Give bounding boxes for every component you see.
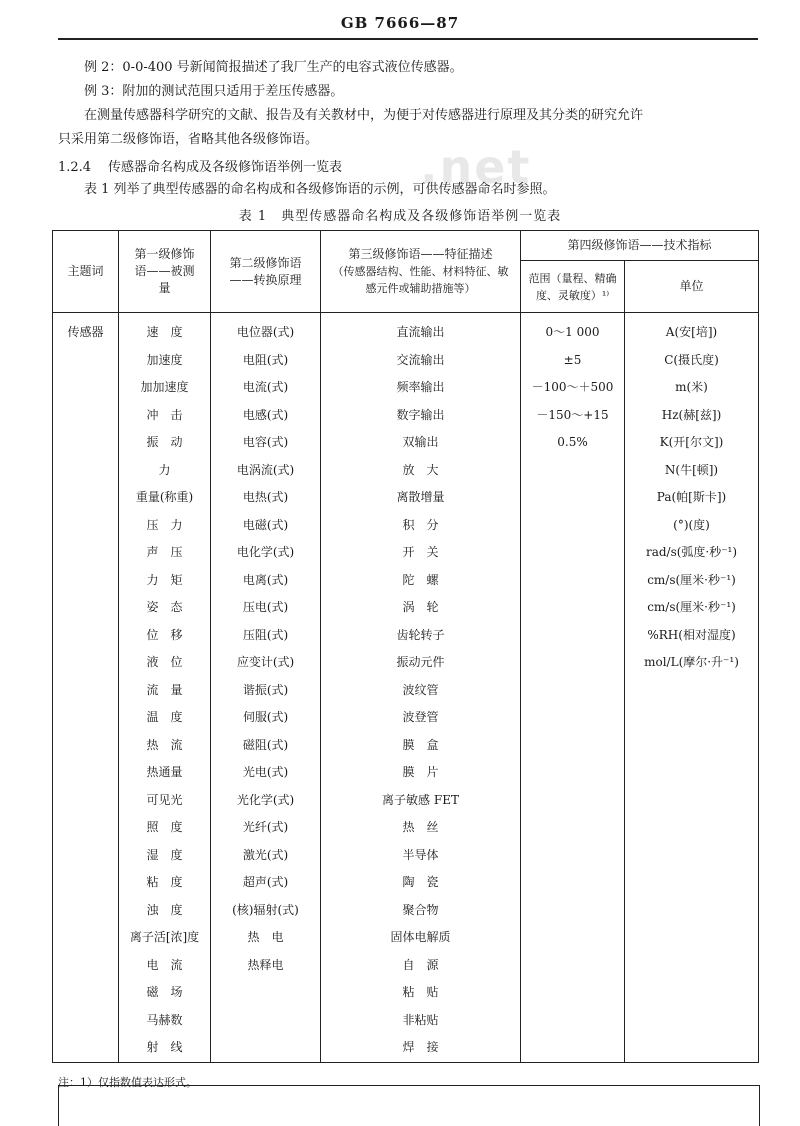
range-cell <box>521 539 625 567</box>
section-intro: 表 1 列举了典型传感器的命名构成和各级修饰语的示例，可供传感器命名时参照。 <box>84 182 556 197</box>
subject-cell <box>53 457 119 485</box>
measurand-cell: 浊 度 <box>119 897 211 925</box>
table-row <box>53 512 759 540</box>
measurand-cell: 热通量 <box>119 759 211 787</box>
subject-cell <box>53 952 119 980</box>
table-row <box>53 732 759 760</box>
table-row <box>53 842 759 870</box>
section-heading <box>58 156 342 175</box>
principle-cell <box>211 979 321 1007</box>
feature-cell: 数字输出 <box>321 402 521 430</box>
unit-cell <box>625 1007 759 1035</box>
naming-table <box>52 230 759 1063</box>
principle-cell: (核)辐射(式) <box>211 897 321 925</box>
table-note: 注：1）仅指数值表达形式。 <box>58 1076 197 1089</box>
range-cell <box>521 622 625 650</box>
range-cell <box>521 952 625 980</box>
principle-cell: 电容(式) <box>211 429 321 457</box>
feature-cell: 粘 贴 <box>321 979 521 1007</box>
feature-cell: 交流输出 <box>321 347 521 375</box>
principle-cell: 谐振(式) <box>211 677 321 705</box>
feature-cell: 涡 轮 <box>321 594 521 622</box>
unit-cell: %RH(相对湿度) <box>625 622 759 650</box>
paragraph-line-2: 只采用第二级修饰语，省略其他各级修饰语。 <box>58 132 319 147</box>
principle-cell: 磁阻(式) <box>211 732 321 760</box>
section-title: 传感器命名构成及各级修饰语举例一览表 <box>108 160 343 175</box>
table-row <box>53 429 759 457</box>
unit-cell <box>625 704 759 732</box>
table-caption: 表 1 典型传感器命名构成及各级修饰语举例一览表 <box>238 209 562 224</box>
principle-cell: 超声(式) <box>211 869 321 897</box>
range-cell <box>521 704 625 732</box>
principle-cell: 压阻(式) <box>211 622 321 650</box>
unit-cell: K(开[尔文]) <box>625 429 759 457</box>
subject-cell <box>53 814 119 842</box>
subject-cell <box>53 649 119 677</box>
feature-cell: 非粘贴 <box>321 1007 521 1035</box>
feature-cell: 陀 螺 <box>321 567 521 595</box>
watermark: .net <box>420 140 532 194</box>
range-cell <box>521 869 625 897</box>
subject-cell <box>53 787 119 815</box>
range-cell <box>521 512 625 540</box>
unit-cell: Hz(赫[兹]) <box>625 402 759 430</box>
header-level4: 第四级修饰语——技术指标 <box>521 231 759 261</box>
table-row <box>53 374 759 402</box>
measurand-cell: 速 度 <box>119 313 211 347</box>
measurand-cell: 可见光 <box>119 787 211 815</box>
measurand-cell: 声 压 <box>119 539 211 567</box>
table-row <box>53 814 759 842</box>
principle-cell: 电涡流(式) <box>211 457 321 485</box>
measurand-cell: 电 流 <box>119 952 211 980</box>
measurand-cell: 重量(称重) <box>119 484 211 512</box>
unit-cell <box>625 952 759 980</box>
measurand-cell: 温 度 <box>119 704 211 732</box>
subject-cell <box>53 484 119 512</box>
range-cell <box>521 924 625 952</box>
feature-cell: 开 关 <box>321 539 521 567</box>
table-row <box>53 649 759 677</box>
measurand-cell: 位 移 <box>119 622 211 650</box>
principle-cell: 电离(式) <box>211 567 321 595</box>
unit-cell <box>625 842 759 870</box>
subject-cell <box>53 677 119 705</box>
principle-cell: 光化学(式) <box>211 787 321 815</box>
principle-cell: 光纤(式) <box>211 814 321 842</box>
range-cell: －100～＋500 <box>521 374 625 402</box>
subject-cell <box>53 622 119 650</box>
table-row <box>53 347 759 375</box>
principle-cell: 电阻(式) <box>211 347 321 375</box>
measurand-cell: 离子活[浓]度 <box>119 924 211 952</box>
table-row <box>53 1007 759 1035</box>
range-cell: 0.5% <box>521 429 625 457</box>
measurand-cell: 压 力 <box>119 512 211 540</box>
subject-cell <box>53 924 119 952</box>
measurand-cell: 磁 场 <box>119 979 211 1007</box>
measurand-cell: 力 <box>119 457 211 485</box>
table-row <box>53 594 759 622</box>
feature-cell: 频率输出 <box>321 374 521 402</box>
table-row <box>53 567 759 595</box>
range-cell: －150～+15 <box>521 402 625 430</box>
range-cell <box>521 1007 625 1035</box>
principle-cell: 应变计(式) <box>211 649 321 677</box>
range-cell <box>521 897 625 925</box>
unit-cell <box>625 787 759 815</box>
table-row <box>53 759 759 787</box>
header-range: 范围（量程、精确度、灵敏度）¹⁾ <box>521 261 625 313</box>
measurand-cell: 姿 态 <box>119 594 211 622</box>
standard-code-header: GB 7666—87 <box>340 14 460 32</box>
range-cell <box>521 979 625 1007</box>
subject-cell <box>53 539 119 567</box>
measurand-cell: 振 动 <box>119 429 211 457</box>
principle-cell: 热释电 <box>211 952 321 980</box>
feature-cell: 波登管 <box>321 704 521 732</box>
principle-cell: 激光(式) <box>211 842 321 870</box>
unit-cell: C(摄氏度) <box>625 347 759 375</box>
header-unit: 单位 <box>625 261 759 313</box>
feature-cell: 半导体 <box>321 842 521 870</box>
measurand-cell: 加速度 <box>119 347 211 375</box>
subject-cell <box>53 869 119 897</box>
feature-cell: 积 分 <box>321 512 521 540</box>
feature-cell: 齿轮转子 <box>321 622 521 650</box>
range-cell <box>521 484 625 512</box>
measurand-cell: 流 量 <box>119 677 211 705</box>
unit-cell <box>625 814 759 842</box>
table-row <box>53 924 759 952</box>
principle-cell: 电磁(式) <box>211 512 321 540</box>
measurand-cell: 热 流 <box>119 732 211 760</box>
feature-cell: 焊 接 <box>321 1034 521 1062</box>
subject-cell <box>53 374 119 402</box>
unit-cell <box>625 897 759 925</box>
subject-cell <box>53 512 119 540</box>
unit-cell: cm/s(厘米·秒⁻¹) <box>625 594 759 622</box>
paragraph-line-1: 在测量传感器科学研究的文献、报告及有关教材中，为便于对传感器进行原理及其分类的研究允许 <box>84 108 644 123</box>
table-row <box>53 622 759 650</box>
unit-cell: Pa(帕[斯卡]) <box>625 484 759 512</box>
subject-cell <box>53 1034 119 1062</box>
unit-cell: cm/s(厘米·秒⁻¹) <box>625 567 759 595</box>
table-row <box>53 787 759 815</box>
principle-cell: 电热(式) <box>211 484 321 512</box>
measurand-cell: 照 度 <box>119 814 211 842</box>
measurand-cell: 加加速度 <box>119 374 211 402</box>
range-cell <box>521 1034 625 1062</box>
range-cell <box>521 567 625 595</box>
unit-cell <box>625 677 759 705</box>
subject-cell <box>53 842 119 870</box>
subject-cell <box>53 1007 119 1035</box>
table-row <box>53 897 759 925</box>
feature-cell: 膜 片 <box>321 759 521 787</box>
feature-cell: 热 丝 <box>321 814 521 842</box>
principle-cell <box>211 1034 321 1062</box>
unit-cell <box>625 869 759 897</box>
table-row <box>53 402 759 430</box>
table-row <box>53 484 759 512</box>
unit-cell: A(安[培]) <box>625 313 759 347</box>
table-row <box>53 869 759 897</box>
feature-cell: 固体电解质 <box>321 924 521 952</box>
subject-cell <box>53 759 119 787</box>
feature-cell: 双输出 <box>321 429 521 457</box>
range-cell <box>521 787 625 815</box>
table-row <box>53 677 759 705</box>
table-row <box>53 952 759 980</box>
measurand-cell: 马赫数 <box>119 1007 211 1035</box>
unit-cell <box>625 979 759 1007</box>
range-cell: ±5 <box>521 347 625 375</box>
subject-cell <box>53 402 119 430</box>
note-box <box>58 1085 760 1126</box>
range-cell <box>521 457 625 485</box>
header-level3-title: 第三级修饰语——特征描述 <box>348 247 493 261</box>
header-level2: 第二级修饰语——转换原理 <box>211 231 321 313</box>
range-cell <box>521 649 625 677</box>
feature-cell: 离散增量 <box>321 484 521 512</box>
table-row <box>53 704 759 732</box>
feature-cell: 陶 瓷 <box>321 869 521 897</box>
subject-cell: 传感器 <box>53 313 119 347</box>
feature-cell: 波纹管 <box>321 677 521 705</box>
principle-cell: 热 电 <box>211 924 321 952</box>
measurand-cell: 力 矩 <box>119 567 211 595</box>
subject-cell <box>53 897 119 925</box>
principle-cell: 压电(式) <box>211 594 321 622</box>
measurand-cell: 冲 击 <box>119 402 211 430</box>
table-row <box>53 979 759 1007</box>
header-level1: 第一级修饰语——被测量 <box>119 231 211 313</box>
table-row <box>53 457 759 485</box>
unit-cell: (°)(度) <box>625 512 759 540</box>
measurand-cell: 湿 度 <box>119 842 211 870</box>
subject-cell <box>53 594 119 622</box>
unit-cell <box>625 732 759 760</box>
example-3: 例 3：附加的测试范围只适用于差压传感器。 <box>84 84 344 99</box>
principle-cell: 电流(式) <box>211 374 321 402</box>
range-cell <box>521 594 625 622</box>
range-cell: 0～1 000 <box>521 313 625 347</box>
principle-cell: 电感(式) <box>211 402 321 430</box>
unit-cell: N(牛[顿]) <box>625 457 759 485</box>
table-row <box>53 313 759 347</box>
header-level3 <box>321 231 521 313</box>
measurand-cell: 射 线 <box>119 1034 211 1062</box>
unit-cell: rad/s(弧度·秒⁻¹) <box>625 539 759 567</box>
feature-cell: 直流输出 <box>321 313 521 347</box>
feature-cell: 膜 盒 <box>321 732 521 760</box>
example-2: 例 2：0-0-400 号新闻简报描述了我厂生产的电容式液位传感器。 <box>84 60 463 75</box>
table-row <box>53 539 759 567</box>
principle-cell <box>211 1007 321 1035</box>
principle-cell: 电化学(式) <box>211 539 321 567</box>
principle-cell: 电位器(式) <box>211 313 321 347</box>
feature-cell: 离子敏感 FET <box>321 787 521 815</box>
principle-cell: 伺服(式) <box>211 704 321 732</box>
subject-cell <box>53 429 119 457</box>
feature-cell: 自 源 <box>321 952 521 980</box>
header-subject: 主题词 <box>53 231 119 313</box>
table-body <box>53 313 759 1063</box>
range-cell <box>521 842 625 870</box>
principle-cell: 光电(式) <box>211 759 321 787</box>
unit-cell <box>625 759 759 787</box>
measurand-cell: 液 位 <box>119 649 211 677</box>
unit-cell <box>625 924 759 952</box>
subject-cell <box>53 732 119 760</box>
header-level3-detail: （传感器结构、性能、材料特征、敏感元件或辅助措施等） <box>332 265 509 295</box>
subject-cell <box>53 567 119 595</box>
subject-cell <box>53 704 119 732</box>
range-cell <box>521 759 625 787</box>
table-row <box>53 1034 759 1062</box>
range-cell <box>521 814 625 842</box>
subject-cell <box>53 979 119 1007</box>
subject-cell <box>53 347 119 375</box>
header-rule <box>58 38 758 40</box>
unit-cell: m(米) <box>625 374 759 402</box>
range-cell <box>521 732 625 760</box>
feature-cell: 聚合物 <box>321 897 521 925</box>
range-cell <box>521 677 625 705</box>
section-number: 1.2.4 <box>58 160 92 175</box>
feature-cell: 振动元件 <box>321 649 521 677</box>
measurand-cell: 粘 度 <box>119 869 211 897</box>
unit-cell: mol/L(摩尔·升⁻¹) <box>625 649 759 677</box>
unit-cell <box>625 1034 759 1062</box>
feature-cell: 放 大 <box>321 457 521 485</box>
